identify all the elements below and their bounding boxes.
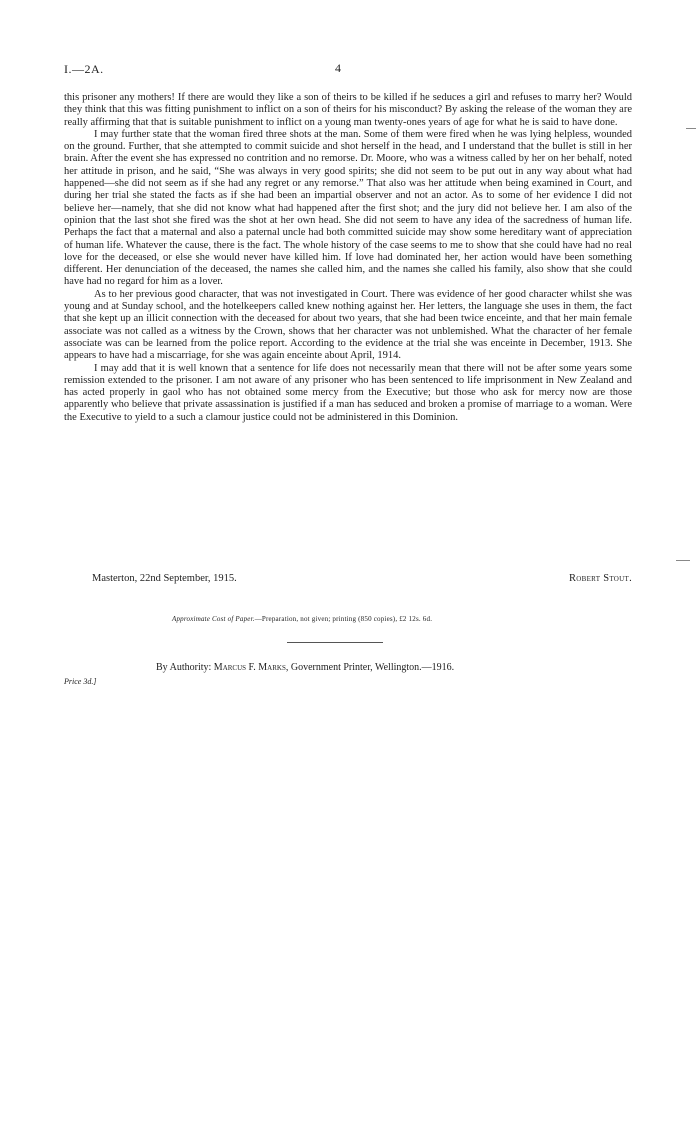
signature-block [92,573,632,584]
margin-mark [676,560,690,561]
letter-body [64,92,632,424]
cost-note [172,615,432,623]
paragraph-sentence: I may add that it is well known that a sentence for life does not necessarily mean that there will not be after some years some remission extended to the prisoner. I am not aware of any prisoner who has been sentenced to life imprisonment in New Zealand and has acted properly in gaol who has not obtained some mercy from the Executive; but those who ask for mercy now are those apparently who believe that private assassination is justified if a man has seduced and broken a promise of marriage to a woman. Were the Executive to yield to a such a clamour justice could not be administered in this Dominion. [64,362,632,423]
price-note: Price 3d.] [64,677,97,686]
cost-label: Approximate Cost of Paper. [172,615,255,623]
paragraph-shots: I may further state that the woman fired three shots at the man. Some of them were fired when he was lying helpless, wounded on the ground. Further, that she attempted to commit suicide and shot herself in the head, and I understand that the bullet is still in her brain. After the event she has expressed no contrition and no remorse. Dr. Moore, who was a witness called by her on her behalf, noted her attitude in prison, and he said, “She was always in very good spirits; she did not seem to be put out in any way about what had happened—she did not seem as if she had any regret or any remorse.” That also was her attitude when being examined in Court, and during her trial she stated the facts as if she had been an impartial observer and not an actor. As to some of her evidence I did not believe her—namely, that she did not know what had happened after the first shot; and the jury did not believe her. I am also of the opinion that the last shot she fired was the shot at her own head. She did not seem to have any idea of the sacredness of human life. Perhaps the fact that a maternal and also a paternal uncle had both committed suicide may show some hereditary want of appreciation of human life. Whatever the cause, there is the fact. The whole history of the case seems to me to show that she could have had no real love for the deceased, or else she would never have killed him. If love had dominated her, her action would have been something different. Her denunciation of the deceased, the names she called him, and the names she called his family, also show that she could have had no regard for him as a lover. [64,128,632,288]
signature-name: Robert Stout. [568,573,632,584]
footer-divider [287,642,383,643]
signature-place-date: Masterton, 22nd September, 1915. [92,573,237,584]
authority-line [156,662,454,673]
document-reference: I.—2A. [64,62,104,76]
margin-mark [686,128,696,129]
authority-suffix: , Government Printer, Wellington.—1916. [285,662,455,673]
page-number: 4 [335,61,341,75]
authority-prefix: By Authority: [156,662,212,673]
cost-text: —Preparation, not given; printing (850 copies), £2 12s. 6d. [254,615,433,623]
printer-name: Marcus F. Marks [213,662,286,673]
paragraph-continuation: this prisoner any mothers! If there are would they like a son of theirs to be killed if he seduces a girl and refuses to marry her? Would they think that this was fitting punishment to inflict on a son of theirs for his misconduct? By asking the release of the woman they are really affirming that that is suitable punishment to inflict on a young man twenty-ones years of age for what he is said to have done. [64,92,632,128]
paragraph-character: As to her previous good character, that was not investigated in Court. There was evidence of her good character whilst she was young and at Sunday school, and the hotelkeepers called knew nothing against her. Her letters, the language she uses in them, the fact that she kept up an illicit connection with the deceased for about two years, that she had been twice enceinte, and that her main female associate was not called as a witness by the Crown, shows that her character was not unblemished. What the character of her female associate was can be learned from the police report. According to the evidence at the trial she was enceinte in December, 1913. She appears to have had a miscarriage, for she was again enceinte about April, 1914. [64,288,632,362]
